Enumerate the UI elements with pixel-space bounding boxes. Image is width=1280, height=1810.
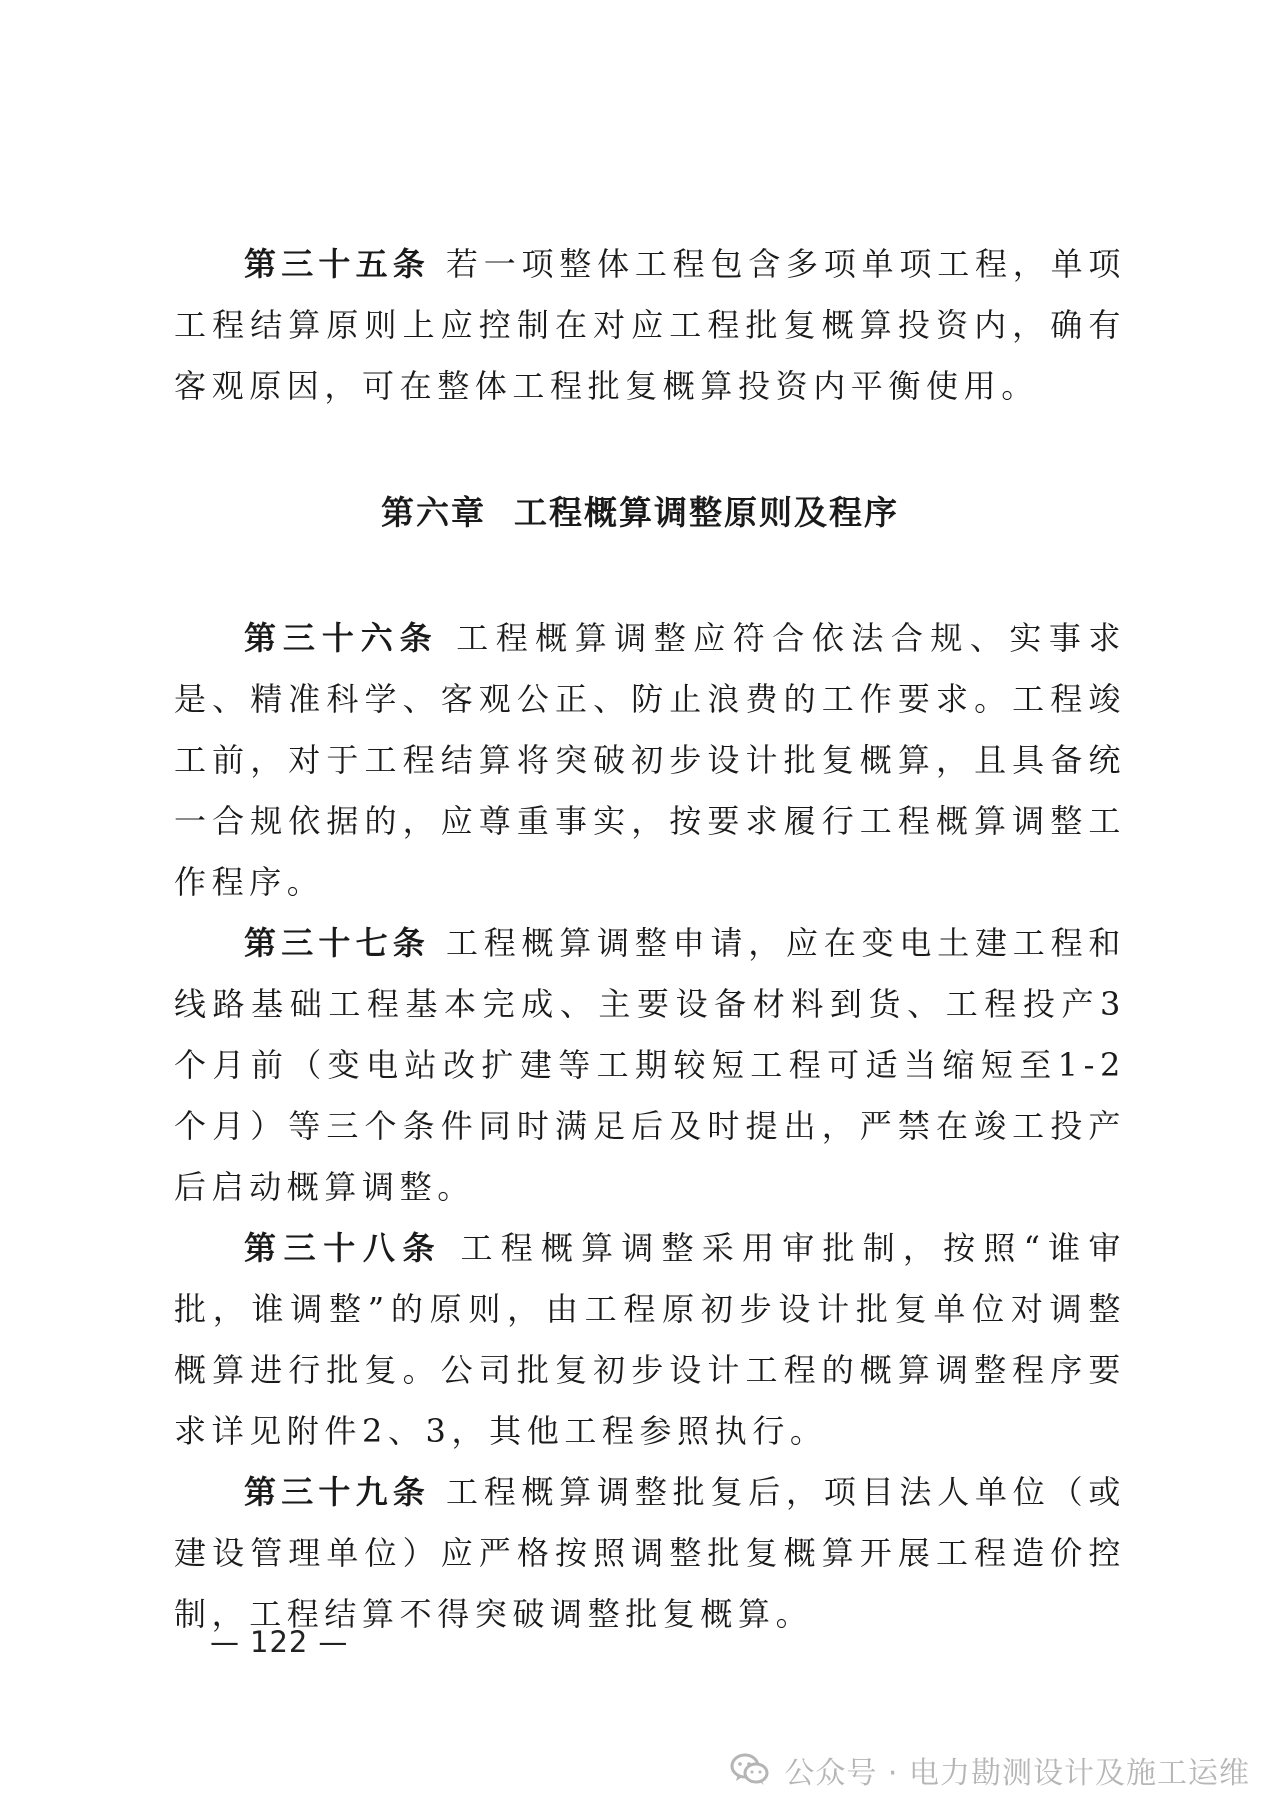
article-37 <box>174 913 1126 1218</box>
watermark <box>730 1745 1250 1795</box>
wechat-logo-icon <box>730 1752 770 1788</box>
article-number: 第三十八条 <box>244 1229 443 1267</box>
article-text: 工程概算调整申请，应在变电土建工程和线路基础工程基本完成、主要设备材料到货、工程投产3个月前（变电站改扩建等工期较短工程可适当缩短至1-2个月）等三个条件同时满足后及时提出，严禁在竣工投产后启动概算调整。 <box>174 924 1126 1206</box>
article-number: 第三十七条 <box>244 924 430 962</box>
article-text: 工程概算调整批复后，项目法人单位（或建设管理单位）应严格按照调整批复概算开展工程造价控制，工程结算不得突破调整批复概算。 <box>174 1473 1126 1633</box>
chapter-number: 第六章 <box>381 493 486 532</box>
article-36 <box>174 608 1126 913</box>
article-text: 工程概算调整应符合依法合规、实事求是、精准科学、客观公正、防止浪费的工作要求。工程竣工前，对于工程结算将突破初步设计批复概算，且具备统一合规依据的，应尊重事实，按要求履行工程概算调整工作程序。 <box>174 619 1126 901</box>
chapter-heading <box>0 488 1280 538</box>
page-dash-right: — <box>318 1625 349 1659</box>
article-39 <box>174 1462 1126 1645</box>
article-number: 第三十五条 <box>244 245 430 283</box>
article-list <box>174 608 1126 1645</box>
page-number-value: 122 <box>250 1625 309 1659</box>
article-paragraph <box>174 234 1126 417</box>
article-text: 若一项整体工程包含多项单项工程，单项工程结算原则上应控制在对应工程批复概算投资内，确有客观原因，可在整体工程批复概算投资内平衡使用。 <box>174 245 1126 405</box>
article-number: 第三十六条 <box>244 619 439 657</box>
article-number: 第三十九条 <box>244 1473 430 1511</box>
page-number <box>200 1622 358 1662</box>
chapter-title: 工程概算调整原则及程序 <box>514 493 899 532</box>
article-35 <box>174 234 1126 417</box>
page-dash-left: — <box>210 1625 240 1659</box>
article-text: 工程概算调整采用审批制，按照“谁审批，谁调整”的原则，由工程原初步设计批复单位对调整概算进行批复。公司批复初步设计工程的概算调整程序要求详见附件2、3，其他工程参照执行。 <box>174 1229 1126 1450</box>
article-38 <box>174 1218 1126 1462</box>
watermark-text: 公众号 · 电力勘测设计及施工运维 <box>784 1756 1250 1791</box>
